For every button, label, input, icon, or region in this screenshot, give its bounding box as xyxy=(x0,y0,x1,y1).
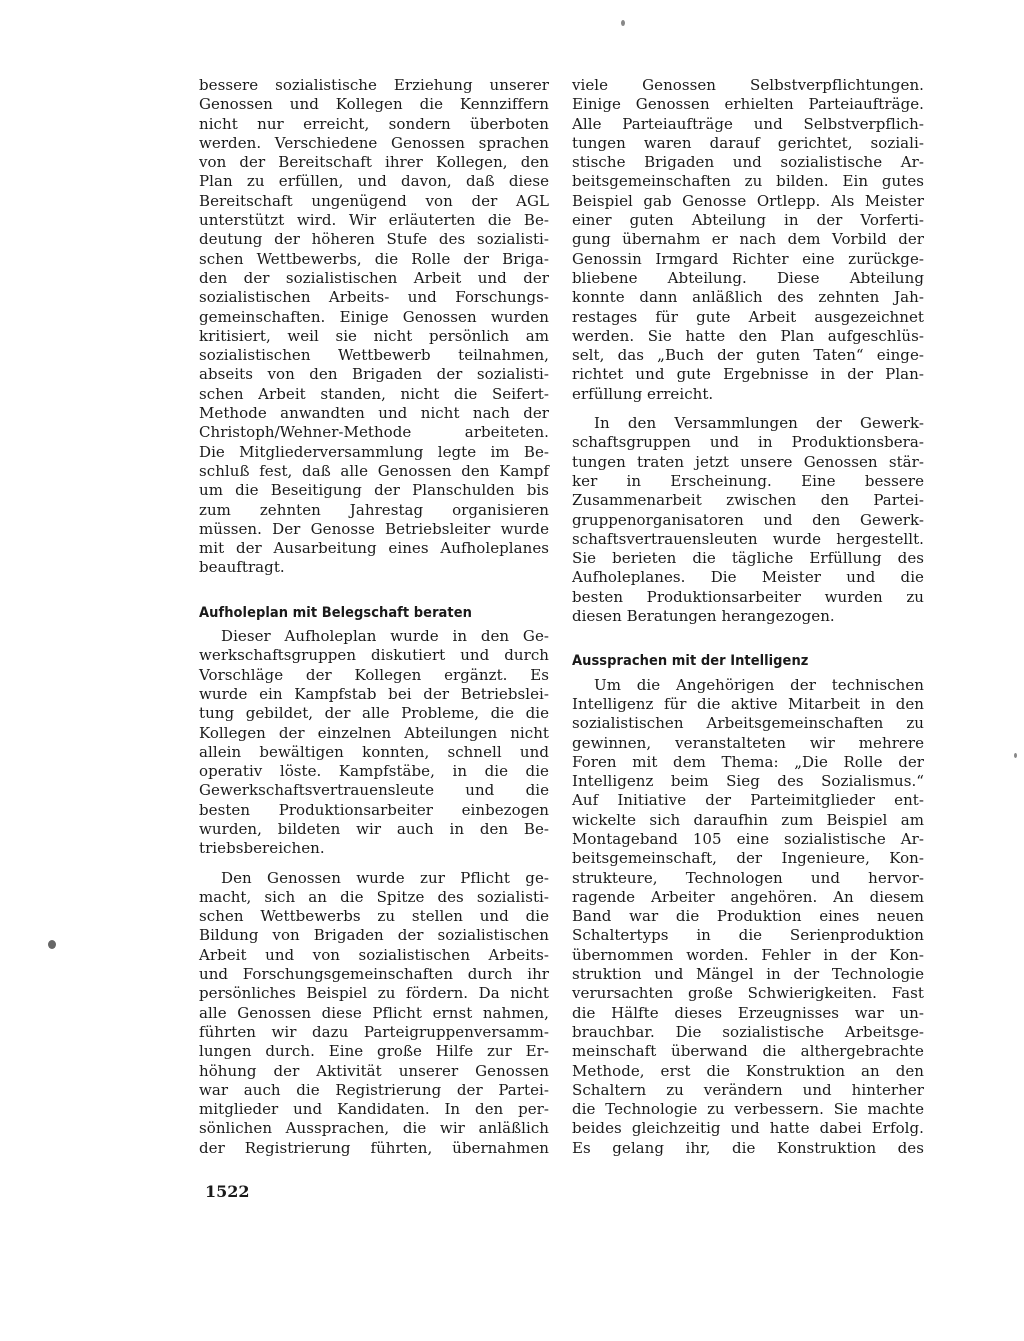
text-line: Foren mit dem Thema: „Die Rolle der xyxy=(572,752,924,771)
paragraph xyxy=(199,627,549,859)
text-line: werkschaftsgruppen diskutiert und durch xyxy=(199,646,549,665)
text-line: Kollegen der einzelnen Abteilungen nicht xyxy=(199,723,549,742)
text-line: Sie berieten die tägliche Erfüllung des xyxy=(572,549,924,568)
text-line: Christoph/Wehner-Methode arbeiteten. xyxy=(199,423,549,442)
text-line: lungen durch. Eine große Hilfe zur Er- xyxy=(199,1042,549,1061)
paragraph xyxy=(572,676,924,1158)
text-line: Montageband 105 eine sozialistische Ar- xyxy=(572,829,924,848)
text-line: ragende Arbeiter angehören. An diesem xyxy=(572,887,924,906)
text-line: struktion und Mängel in der Technologie xyxy=(572,965,924,984)
text-line: beitsgemeinschaft, der Ingenieure, Kon- xyxy=(572,849,924,868)
text-line: werden. Sie hatte den Plan aufgeschlüs- xyxy=(572,326,924,345)
text-line: Den Genossen wurde zur Pflicht ge- xyxy=(221,868,549,887)
text-line: schen Wettbewerbs, die Rolle der Briga- xyxy=(199,249,549,268)
text-line: erfüllung erreicht. xyxy=(572,384,714,403)
text-line: Es gelang ihr, die Konstruktion des xyxy=(572,1138,924,1157)
text-line: von der Bereitschaft ihrer Kollegen, den xyxy=(199,153,549,172)
text-line: schen Wettbewerbs zu stellen und die xyxy=(199,907,549,926)
text-line: meinschaft überwand die althergebrachte xyxy=(572,1042,924,1061)
text-line: viele Genossen Selbstverpflichtungen. xyxy=(572,76,924,94)
section-heading: Aussprachen mit der Intelligenz xyxy=(572,653,809,670)
right-column xyxy=(572,76,924,1158)
text-line: der Registrierung führten, übernahmen xyxy=(199,1138,549,1157)
text-line: tungen waren darauf gerichtet, soziali- xyxy=(572,133,924,152)
text-line: sozialistischen Arbeitsgemeinschaften zu xyxy=(572,714,924,733)
text-line: nicht nur erreicht, sondern überboten xyxy=(199,114,549,133)
text-line: kritisiert, weil sie nicht persönlich am xyxy=(199,326,549,345)
text-line: Einige Genossen erhielten Parteiaufträge. xyxy=(572,95,924,114)
text-line: bessere sozialistische Erziehung unserer xyxy=(199,76,549,94)
text-line: Gewerkschaftsvertrauensleute und die xyxy=(199,781,549,800)
text-line: ker in Erscheinung. Eine bessere xyxy=(572,471,924,490)
text-line: macht, sich an die Spitze des sozialisti- xyxy=(199,887,549,906)
text-line: operativ löste. Kampfstäbe, in die die xyxy=(199,762,549,781)
text-line: sozialistischen Wettbewerb teilnahmen, xyxy=(199,346,549,365)
text-line: Intelligenz für die aktive Mitarbeit in den xyxy=(572,694,924,713)
text-line: mitglieder und Kandidaten. In den per- xyxy=(199,1100,549,1119)
scan-speck xyxy=(1014,753,1017,758)
text-line: um die Beseitigung der Planschulden bis xyxy=(199,481,549,500)
text-line: abseits von den Brigaden der sozialisti- xyxy=(199,365,549,384)
text-line: richtet und gute Ergebnisse in der Plan- xyxy=(572,365,924,384)
text-line: Dieser Aufholeplan wurde in den Ge- xyxy=(221,627,549,646)
text-line: beitsgemeinschaften zu bilden. Ein gutes xyxy=(572,172,924,191)
text-line: und Forschungsgemeinschaften durch ihr xyxy=(199,965,549,984)
text-line: Schaltertyps in die Serienproduktion xyxy=(572,926,924,945)
text-line: Arbeit und von sozialistischen Arbeits- xyxy=(199,945,549,964)
text-line: In den Versammlungen der Gewerk- xyxy=(594,414,924,433)
text-line: Genossen und Kollegen die Kennziffern xyxy=(199,95,549,114)
text-line: werden. Verschiedene Genossen sprachen xyxy=(199,133,549,152)
text-line: gung übernahm er nach dem Vorbild der xyxy=(572,230,924,249)
paragraph xyxy=(199,869,549,1158)
section-heading: Aufholeplan mit Belegschaft beraten xyxy=(199,604,472,621)
text-line: übernommen worden. Fehler in der Kon- xyxy=(572,945,924,964)
text-line: führten wir dazu Parteigruppenversamm- xyxy=(199,1022,549,1041)
text-line: zum zehnten Jahrestag organisieren xyxy=(199,500,549,519)
text-line: beides gleichzeitig und hatte dabei Erfolg. xyxy=(572,1119,924,1138)
text-line: die Hälfte dieses Erzeugnisses war un- xyxy=(572,1003,924,1022)
text-line: alle Genossen diese Pflicht ernst nahmen, xyxy=(199,1003,549,1022)
text-line: tungen traten jetzt unsere Genossen stär- xyxy=(572,452,924,471)
text-line: Methode anwandten und nicht nach der xyxy=(199,404,549,423)
text-line: Um die Angehörigen der technischen xyxy=(594,675,924,694)
text-line: schaftsvertrauensleuten wurde hergestellt. xyxy=(572,529,924,548)
text-line: Bereitschaft ungenügend von der AGL xyxy=(199,191,549,210)
text-line: Zusammenarbeit zwischen den Partei- xyxy=(572,491,924,510)
text-line: unterstützt wird. Wir erläuterten die Be- xyxy=(199,211,549,230)
text-line: höhung der Aktivität unserer Genossen xyxy=(199,1061,549,1080)
text-line: schen Arbeit standen, nicht die Seifert- xyxy=(199,384,549,403)
text-line: stische Brigaden und sozialistische Ar- xyxy=(572,153,924,172)
text-line: Vorschläge der Kollegen ergänzt. Es xyxy=(199,665,549,684)
text-line: Genossin Irmgard Richter eine zurückge- xyxy=(572,249,924,268)
text-line: beauftragt. xyxy=(199,558,285,577)
paragraph xyxy=(572,414,924,626)
page-number: 1522 xyxy=(205,1182,250,1201)
text-line: selt, das „Buch der guten Taten“ einge- xyxy=(572,346,924,365)
text-line: Aufholeplanes. Die Meister und die xyxy=(572,568,924,587)
text-line: mit der Ausarbeitung eines Aufholeplanes xyxy=(199,539,549,558)
text-line: schluß fest, daß alle Genossen den Kampf xyxy=(199,461,549,480)
text-line: persönliches Beispiel zu fördern. Da nicht xyxy=(199,984,549,1003)
text-line: tung gebildet, der alle Probleme, die die xyxy=(199,704,549,723)
text-line: restages für gute Arbeit ausgezeichnet xyxy=(572,307,924,326)
text-line: wurde ein Kampfstab bei der Betriebslei- xyxy=(199,684,549,703)
text-line: strukteure, Technologen und hervor- xyxy=(572,868,924,887)
scan-speck xyxy=(48,940,56,949)
text-line: sozialistischen Arbeits- und Forschungs- xyxy=(199,288,549,307)
paragraph xyxy=(572,76,924,404)
text-line: einer guten Abteilung in der Vorferti- xyxy=(572,211,924,230)
text-line: Intelligenz beim Sieg des Sozialismus.“ xyxy=(572,772,924,791)
text-line: konnte dann anläßlich des zehnten Jah- xyxy=(572,288,924,307)
text-line: Beispiel gab Genosse Ortlepp. Als Meister xyxy=(572,191,924,210)
text-line: Schaltern zu verändern und hinterher xyxy=(572,1080,924,1099)
text-line: schaftsgruppen und in Produktionsbera- xyxy=(572,433,924,452)
text-line: Plan zu erfüllen, und davon, daß diese xyxy=(199,172,549,191)
scan-speck xyxy=(621,20,625,26)
text-line: allein bewältigen konnten, schnell und xyxy=(199,742,549,761)
text-line: verursachten große Schwierigkeiten. Fast xyxy=(572,984,924,1003)
text-line: wickelte sich daraufhin zum Beispiel am xyxy=(572,810,924,829)
text-line: war auch die Registrierung der Partei- xyxy=(199,1080,549,1099)
text-line: den der sozialistischen Arbeit und der xyxy=(199,268,549,287)
text-line: gruppenorganisatoren und den Gewerk- xyxy=(572,510,924,529)
text-line: Alle Parteiaufträge und Selbstverpflich- xyxy=(572,114,924,133)
text-line: Bildung von Brigaden der sozialistischen xyxy=(199,926,549,945)
text-line: bliebene Abteilung. Diese Abteilung xyxy=(572,268,924,287)
left-column xyxy=(199,76,549,1158)
text-line: gemeinschaften. Einige Genossen wurden xyxy=(199,307,549,326)
text-line: besten Produktionsarbeiter wurden zu xyxy=(572,587,924,606)
text-line: wurden, bildeten wir auch in den Be- xyxy=(199,819,549,838)
text-line: Methode, erst die Konstruktion an den xyxy=(572,1061,924,1080)
text-line: Band war die Produktion eines neuen xyxy=(572,907,924,926)
text-line: triebsbereichen. xyxy=(199,839,325,858)
text-line: brauchbar. Die sozialistische Arbeitsge- xyxy=(572,1022,924,1041)
text-line: Auf Initiative der Parteimitglieder ent- xyxy=(572,791,924,810)
text-line: müssen. Der Genosse Betriebsleiter wurde xyxy=(199,519,549,538)
text-line: deutung der höheren Stufe des sozialisti- xyxy=(199,230,549,249)
text-line: diesen Beratungen herangezogen. xyxy=(572,607,835,626)
text-line: Die Mitgliederversammlung legte im Be- xyxy=(199,442,549,461)
text-line: besten Produktionsarbeiter einbezogen xyxy=(199,800,549,819)
text-line: die Technologie zu verbessern. Sie machte xyxy=(572,1100,924,1119)
text-line: gewinnen, veranstalteten wir mehrere xyxy=(572,733,924,752)
paragraph xyxy=(199,76,549,578)
text-line: sönlichen Aussprachen, die wir anläßlich xyxy=(199,1119,549,1138)
